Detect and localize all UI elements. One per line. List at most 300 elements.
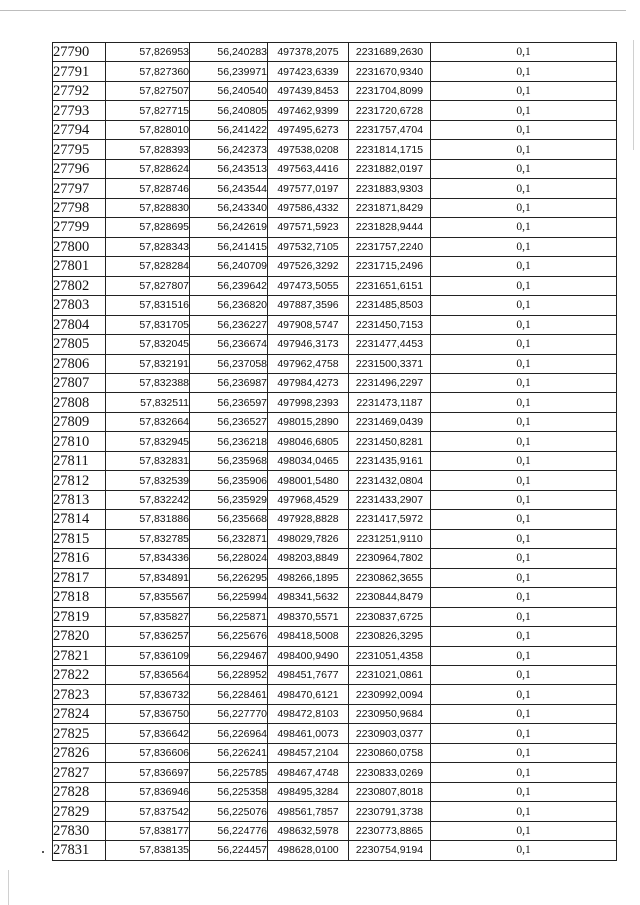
accuracy-cell: 0,1 [431, 276, 617, 295]
point-number-cell: 27808 [53, 393, 106, 412]
y-coordinate-cell: 2231435,9161 [349, 451, 431, 470]
y-coordinate-cell: 2231496,2297 [349, 373, 431, 392]
scan-speck [42, 851, 44, 853]
accuracy-cell: 0,1 [431, 685, 617, 704]
table-row [53, 179, 617, 198]
table-row [53, 412, 617, 431]
accuracy-cell: 0,1 [431, 335, 617, 354]
longitude-cell: 56,226295 [190, 568, 268, 587]
accuracy-cell: 0,1 [431, 218, 617, 237]
accuracy-cell: 0,1 [431, 568, 617, 587]
table-row [53, 218, 617, 237]
table-row [53, 724, 617, 743]
longitude-cell: 56,225871 [190, 607, 268, 626]
x-coordinate-cell: 497423,6339 [268, 62, 349, 81]
table-row [53, 821, 617, 840]
point-number-cell: 27804 [53, 315, 106, 334]
y-coordinate-cell: 2231883,9303 [349, 179, 431, 198]
point-number-cell: 27812 [53, 471, 106, 490]
longitude-cell: 56,236227 [190, 315, 268, 334]
y-coordinate-cell: 2231500,3371 [349, 354, 431, 373]
longitude-cell: 56,236527 [190, 412, 268, 431]
y-coordinate-cell: 2230860,0758 [349, 743, 431, 762]
y-coordinate-cell: 2231871,8429 [349, 198, 431, 217]
point-number-cell: 27809 [53, 412, 106, 431]
latitude-cell: 57,837542 [106, 802, 190, 821]
point-number-cell: 27828 [53, 782, 106, 801]
x-coordinate-cell: 498370,5571 [268, 607, 349, 626]
x-coordinate-cell: 498467,4748 [268, 763, 349, 782]
table-row [53, 159, 617, 178]
accuracy-cell: 0,1 [431, 607, 617, 626]
point-number-cell: 27818 [53, 588, 106, 607]
y-coordinate-cell: 2231814,1715 [349, 140, 431, 159]
x-coordinate-cell: 497563,4416 [268, 159, 349, 178]
x-coordinate-cell: 497962,4758 [268, 354, 349, 373]
accuracy-cell: 0,1 [431, 529, 617, 548]
table-row [53, 646, 617, 665]
table-row [53, 490, 617, 509]
longitude-cell: 56,225994 [190, 588, 268, 607]
coordinates-table-body [53, 43, 617, 861]
x-coordinate-cell: 497378,2075 [268, 43, 349, 62]
longitude-cell: 56,235668 [190, 510, 268, 529]
latitude-cell: 57,828284 [106, 257, 190, 276]
point-number-cell: 27814 [53, 510, 106, 529]
latitude-cell: 57,836750 [106, 704, 190, 723]
table-row [53, 432, 617, 451]
latitude-cell: 57,836946 [106, 782, 190, 801]
table-row [53, 529, 617, 548]
table-row [53, 568, 617, 587]
table-row [53, 62, 617, 81]
y-coordinate-cell: 2231432,0804 [349, 471, 431, 490]
point-number-cell: 27815 [53, 529, 106, 548]
accuracy-cell: 0,1 [431, 237, 617, 256]
point-number-cell: 27820 [53, 627, 106, 646]
latitude-cell: 57,835567 [106, 588, 190, 607]
table-row [53, 43, 617, 62]
accuracy-cell: 0,1 [431, 393, 617, 412]
longitude-cell: 56,229467 [190, 646, 268, 665]
longitude-cell: 56,242373 [190, 140, 268, 159]
x-coordinate-cell: 497577,0197 [268, 179, 349, 198]
y-coordinate-cell: 2231715,2496 [349, 257, 431, 276]
x-coordinate-cell: 498451,7677 [268, 666, 349, 685]
point-number-cell: 27803 [53, 296, 106, 315]
accuracy-cell: 0,1 [431, 101, 617, 120]
latitude-cell: 57,832388 [106, 373, 190, 392]
x-coordinate-cell: 497571,5923 [268, 218, 349, 237]
latitude-cell: 57,836257 [106, 627, 190, 646]
accuracy-cell: 0,1 [431, 704, 617, 723]
y-coordinate-cell: 2231757,4704 [349, 120, 431, 139]
y-coordinate-cell: 2230754,9194 [349, 841, 431, 860]
x-coordinate-cell: 497586,4332 [268, 198, 349, 217]
longitude-cell: 56,243513 [190, 159, 268, 178]
latitude-cell: 57,838177 [106, 821, 190, 840]
latitude-cell: 57,828746 [106, 179, 190, 198]
y-coordinate-cell: 2230791,3738 [349, 802, 431, 821]
x-coordinate-cell: 497462,9399 [268, 101, 349, 120]
longitude-cell: 56,227770 [190, 704, 268, 723]
y-coordinate-cell: 2230826,3295 [349, 627, 431, 646]
latitude-cell: 57,832191 [106, 354, 190, 373]
point-number-cell: 27792 [53, 81, 106, 100]
latitude-cell: 57,836642 [106, 724, 190, 743]
accuracy-cell: 0,1 [431, 354, 617, 373]
longitude-cell: 56,226241 [190, 743, 268, 762]
accuracy-cell: 0,1 [431, 315, 617, 334]
x-coordinate-cell: 498001,5480 [268, 471, 349, 490]
point-number-cell: 27813 [53, 490, 106, 509]
accuracy-cell: 0,1 [431, 43, 617, 62]
longitude-cell: 56,237058 [190, 354, 268, 373]
y-coordinate-cell: 2231469,0439 [349, 412, 431, 431]
x-coordinate-cell: 498046,6805 [268, 432, 349, 451]
table-row [53, 393, 617, 412]
x-coordinate-cell: 497526,3292 [268, 257, 349, 276]
y-coordinate-cell: 2231828,9444 [349, 218, 431, 237]
accuracy-cell: 0,1 [431, 179, 617, 198]
table-row [53, 237, 617, 256]
x-coordinate-cell: 498034,0465 [268, 451, 349, 470]
latitude-cell: 57,831516 [106, 296, 190, 315]
accuracy-cell: 0,1 [431, 140, 617, 159]
point-number-cell: 27817 [53, 568, 106, 587]
y-coordinate-cell: 2231051,4358 [349, 646, 431, 665]
y-coordinate-cell: 2231882,0197 [349, 159, 431, 178]
table-row [53, 101, 617, 120]
y-coordinate-cell: 2231689,2630 [349, 43, 431, 62]
accuracy-cell: 0,1 [431, 646, 617, 665]
accuracy-cell: 0,1 [431, 821, 617, 840]
latitude-cell: 57,832945 [106, 432, 190, 451]
point-number-cell: 27822 [53, 666, 106, 685]
latitude-cell: 57,834336 [106, 549, 190, 568]
accuracy-cell: 0,1 [431, 451, 617, 470]
table-row [53, 81, 617, 100]
y-coordinate-cell: 2231477,4453 [349, 335, 431, 354]
accuracy-cell: 0,1 [431, 373, 617, 392]
y-coordinate-cell: 2230862,3655 [349, 568, 431, 587]
accuracy-cell: 0,1 [431, 802, 617, 821]
table-row [53, 373, 617, 392]
accuracy-cell: 0,1 [431, 257, 617, 276]
table-row [53, 510, 617, 529]
y-coordinate-cell: 2231473,1187 [349, 393, 431, 412]
latitude-cell: 57,827507 [106, 81, 190, 100]
x-coordinate-cell: 497998,2393 [268, 393, 349, 412]
table-row [53, 140, 617, 159]
point-number-cell: 27796 [53, 159, 106, 178]
y-coordinate-cell: 2230773,8865 [349, 821, 431, 840]
point-number-cell: 27793 [53, 101, 106, 120]
y-coordinate-cell: 2231433,2907 [349, 490, 431, 509]
latitude-cell: 57,831705 [106, 315, 190, 334]
x-coordinate-cell: 498470,6121 [268, 685, 349, 704]
x-coordinate-cell: 497532,7105 [268, 237, 349, 256]
y-coordinate-cell: 2231251,9110 [349, 529, 431, 548]
table-row [53, 276, 617, 295]
point-number-cell: 27791 [53, 62, 106, 81]
x-coordinate-cell: 497538,0208 [268, 140, 349, 159]
x-coordinate-cell: 497908,5747 [268, 315, 349, 334]
latitude-cell: 57,836564 [106, 666, 190, 685]
accuracy-cell: 0,1 [431, 666, 617, 685]
point-number-cell: 27811 [53, 451, 106, 470]
y-coordinate-cell: 2230950,9684 [349, 704, 431, 723]
longitude-cell: 56,235929 [190, 490, 268, 509]
y-coordinate-cell: 2231450,7153 [349, 315, 431, 334]
latitude-cell: 57,838135 [106, 841, 190, 860]
latitude-cell: 57,828695 [106, 218, 190, 237]
y-coordinate-cell: 2231704,8099 [349, 81, 431, 100]
y-coordinate-cell: 2231720,6728 [349, 101, 431, 120]
point-number-cell: 27810 [53, 432, 106, 451]
accuracy-cell: 0,1 [431, 724, 617, 743]
accuracy-cell: 0,1 [431, 296, 617, 315]
point-number-cell: 27827 [53, 763, 106, 782]
x-coordinate-cell: 498266,1895 [268, 568, 349, 587]
longitude-cell: 56,236820 [190, 296, 268, 315]
point-number-cell: 27800 [53, 237, 106, 256]
table-row [53, 666, 617, 685]
longitude-cell: 56,243544 [190, 179, 268, 198]
table-row [53, 607, 617, 626]
y-coordinate-cell: 2231485,8503 [349, 296, 431, 315]
x-coordinate-cell: 497887,3596 [268, 296, 349, 315]
x-coordinate-cell: 498632,5978 [268, 821, 349, 840]
table-row [53, 315, 617, 334]
table-row [53, 685, 617, 704]
accuracy-cell: 0,1 [431, 743, 617, 762]
longitude-cell: 56,240283 [190, 43, 268, 62]
x-coordinate-cell: 498561,7857 [268, 802, 349, 821]
y-coordinate-cell: 2230837,6725 [349, 607, 431, 626]
table-row [53, 451, 617, 470]
point-number-cell: 27799 [53, 218, 106, 237]
accuracy-cell: 0,1 [431, 81, 617, 100]
latitude-cell: 57,832511 [106, 393, 190, 412]
scan-top-edge [0, 0, 626, 11]
longitude-cell: 56,243340 [190, 198, 268, 217]
x-coordinate-cell: 498472,8103 [268, 704, 349, 723]
x-coordinate-cell: 498029,7826 [268, 529, 349, 548]
x-coordinate-cell: 498495,3284 [268, 782, 349, 801]
accuracy-cell: 0,1 [431, 62, 617, 81]
longitude-cell: 56,235968 [190, 451, 268, 470]
y-coordinate-cell: 2231651,6151 [349, 276, 431, 295]
point-number-cell: 27830 [53, 821, 106, 840]
accuracy-cell: 0,1 [431, 471, 617, 490]
x-coordinate-cell: 498418,5008 [268, 627, 349, 646]
point-number-cell: 27802 [53, 276, 106, 295]
latitude-cell: 57,827360 [106, 62, 190, 81]
coordinates-table [52, 42, 617, 861]
latitude-cell: 57,834891 [106, 568, 190, 587]
y-coordinate-cell: 2230833,0269 [349, 763, 431, 782]
y-coordinate-cell: 2230807,8018 [349, 782, 431, 801]
point-number-cell: 27831 [53, 841, 106, 860]
longitude-cell: 56,236597 [190, 393, 268, 412]
x-coordinate-cell: 498341,5632 [268, 588, 349, 607]
y-coordinate-cell: 2231757,2240 [349, 237, 431, 256]
y-coordinate-cell: 2231417,5972 [349, 510, 431, 529]
x-coordinate-cell: 497439,8453 [268, 81, 349, 100]
latitude-cell: 57,832539 [106, 471, 190, 490]
latitude-cell: 57,828830 [106, 198, 190, 217]
point-number-cell: 27816 [53, 549, 106, 568]
x-coordinate-cell: 497495,6273 [268, 120, 349, 139]
table-row [53, 257, 617, 276]
point-number-cell: 27825 [53, 724, 106, 743]
longitude-cell: 56,236987 [190, 373, 268, 392]
x-coordinate-cell: 497928,8828 [268, 510, 349, 529]
y-coordinate-cell: 2230964,7802 [349, 549, 431, 568]
longitude-cell: 56,224457 [190, 841, 268, 860]
y-coordinate-cell: 2230992,0094 [349, 685, 431, 704]
table-row [53, 471, 617, 490]
x-coordinate-cell: 498628,0100 [268, 841, 349, 860]
latitude-cell: 57,832831 [106, 451, 190, 470]
table-row [53, 782, 617, 801]
accuracy-cell: 0,1 [431, 432, 617, 451]
latitude-cell: 57,828343 [106, 237, 190, 256]
accuracy-cell: 0,1 [431, 159, 617, 178]
y-coordinate-cell: 2231021,0861 [349, 666, 431, 685]
longitude-cell: 56,242619 [190, 218, 268, 237]
accuracy-cell: 0,1 [431, 198, 617, 217]
latitude-cell: 57,832242 [106, 490, 190, 509]
latitude-cell: 57,832785 [106, 529, 190, 548]
accuracy-cell: 0,1 [431, 763, 617, 782]
x-coordinate-cell: 497968,4529 [268, 490, 349, 509]
y-coordinate-cell: 2230844,8479 [349, 588, 431, 607]
point-number-cell: 27819 [53, 607, 106, 626]
longitude-cell: 56,235906 [190, 471, 268, 490]
x-coordinate-cell: 498015,2890 [268, 412, 349, 431]
table-row [53, 763, 617, 782]
latitude-cell: 57,828010 [106, 120, 190, 139]
accuracy-cell: 0,1 [431, 588, 617, 607]
latitude-cell: 57,828393 [106, 140, 190, 159]
longitude-cell: 56,225676 [190, 627, 268, 646]
accuracy-cell: 0,1 [431, 627, 617, 646]
table-row [53, 354, 617, 373]
point-number-cell: 27826 [53, 743, 106, 762]
longitude-cell: 56,240805 [190, 101, 268, 120]
table-row [53, 588, 617, 607]
table-row [53, 627, 617, 646]
scan-right-edge [633, 40, 640, 150]
x-coordinate-cell: 498400,9490 [268, 646, 349, 665]
x-coordinate-cell: 497473,5055 [268, 276, 349, 295]
x-coordinate-cell: 498461,0073 [268, 724, 349, 743]
point-number-cell: 27829 [53, 802, 106, 821]
accuracy-cell: 0,1 [431, 120, 617, 139]
table-row [53, 549, 617, 568]
longitude-cell: 56,225785 [190, 763, 268, 782]
point-number-cell: 27798 [53, 198, 106, 217]
longitude-cell: 56,225076 [190, 802, 268, 821]
accuracy-cell: 0,1 [431, 841, 617, 860]
table-row [53, 198, 617, 217]
longitude-cell: 56,228952 [190, 666, 268, 685]
point-number-cell: 27807 [53, 373, 106, 392]
longitude-cell: 56,241422 [190, 120, 268, 139]
point-number-cell: 27797 [53, 179, 106, 198]
latitude-cell: 57,836109 [106, 646, 190, 665]
accuracy-cell: 0,1 [431, 490, 617, 509]
point-number-cell: 27805 [53, 335, 106, 354]
y-coordinate-cell: 2230903,0377 [349, 724, 431, 743]
accuracy-cell: 0,1 [431, 412, 617, 431]
longitude-cell: 56,228024 [190, 549, 268, 568]
longitude-cell: 56,224776 [190, 821, 268, 840]
x-coordinate-cell: 498457,2104 [268, 743, 349, 762]
longitude-cell: 56,226964 [190, 724, 268, 743]
longitude-cell: 56,241415 [190, 237, 268, 256]
latitude-cell: 57,832664 [106, 412, 190, 431]
x-coordinate-cell: 497946,3173 [268, 335, 349, 354]
longitude-cell: 56,236218 [190, 432, 268, 451]
latitude-cell: 57,836606 [106, 743, 190, 762]
latitude-cell: 57,826953 [106, 43, 190, 62]
point-number-cell: 27795 [53, 140, 106, 159]
table-row [53, 296, 617, 315]
y-coordinate-cell: 2231450,8281 [349, 432, 431, 451]
table-row [53, 841, 617, 860]
point-number-cell: 27790 [53, 43, 106, 62]
longitude-cell: 56,228461 [190, 685, 268, 704]
latitude-cell: 57,836732 [106, 685, 190, 704]
accuracy-cell: 0,1 [431, 782, 617, 801]
longitude-cell: 56,239971 [190, 62, 268, 81]
x-coordinate-cell: 498203,8849 [268, 549, 349, 568]
longitude-cell: 56,240540 [190, 81, 268, 100]
point-number-cell: 27824 [53, 704, 106, 723]
point-number-cell: 27823 [53, 685, 106, 704]
table-row [53, 120, 617, 139]
latitude-cell: 57,831886 [106, 510, 190, 529]
latitude-cell: 57,827807 [106, 276, 190, 295]
longitude-cell: 56,236674 [190, 335, 268, 354]
longitude-cell: 56,239642 [190, 276, 268, 295]
latitude-cell: 57,827715 [106, 101, 190, 120]
x-coordinate-cell: 497984,4273 [268, 373, 349, 392]
latitude-cell: 57,832045 [106, 335, 190, 354]
table-row [53, 704, 617, 723]
y-coordinate-cell: 2231670,9340 [349, 62, 431, 81]
longitude-cell: 56,225358 [190, 782, 268, 801]
point-number-cell: 27821 [53, 646, 106, 665]
scan-left-edge [0, 870, 9, 905]
table-row [53, 802, 617, 821]
point-number-cell: 27794 [53, 120, 106, 139]
point-number-cell: 27806 [53, 354, 106, 373]
latitude-cell: 57,828624 [106, 159, 190, 178]
table-row [53, 335, 617, 354]
longitude-cell: 56,240709 [190, 257, 268, 276]
table-row [53, 743, 617, 762]
latitude-cell: 57,836697 [106, 763, 190, 782]
accuracy-cell: 0,1 [431, 549, 617, 568]
longitude-cell: 56,232871 [190, 529, 268, 548]
point-number-cell: 27801 [53, 257, 106, 276]
latitude-cell: 57,835827 [106, 607, 190, 626]
accuracy-cell: 0,1 [431, 510, 617, 529]
